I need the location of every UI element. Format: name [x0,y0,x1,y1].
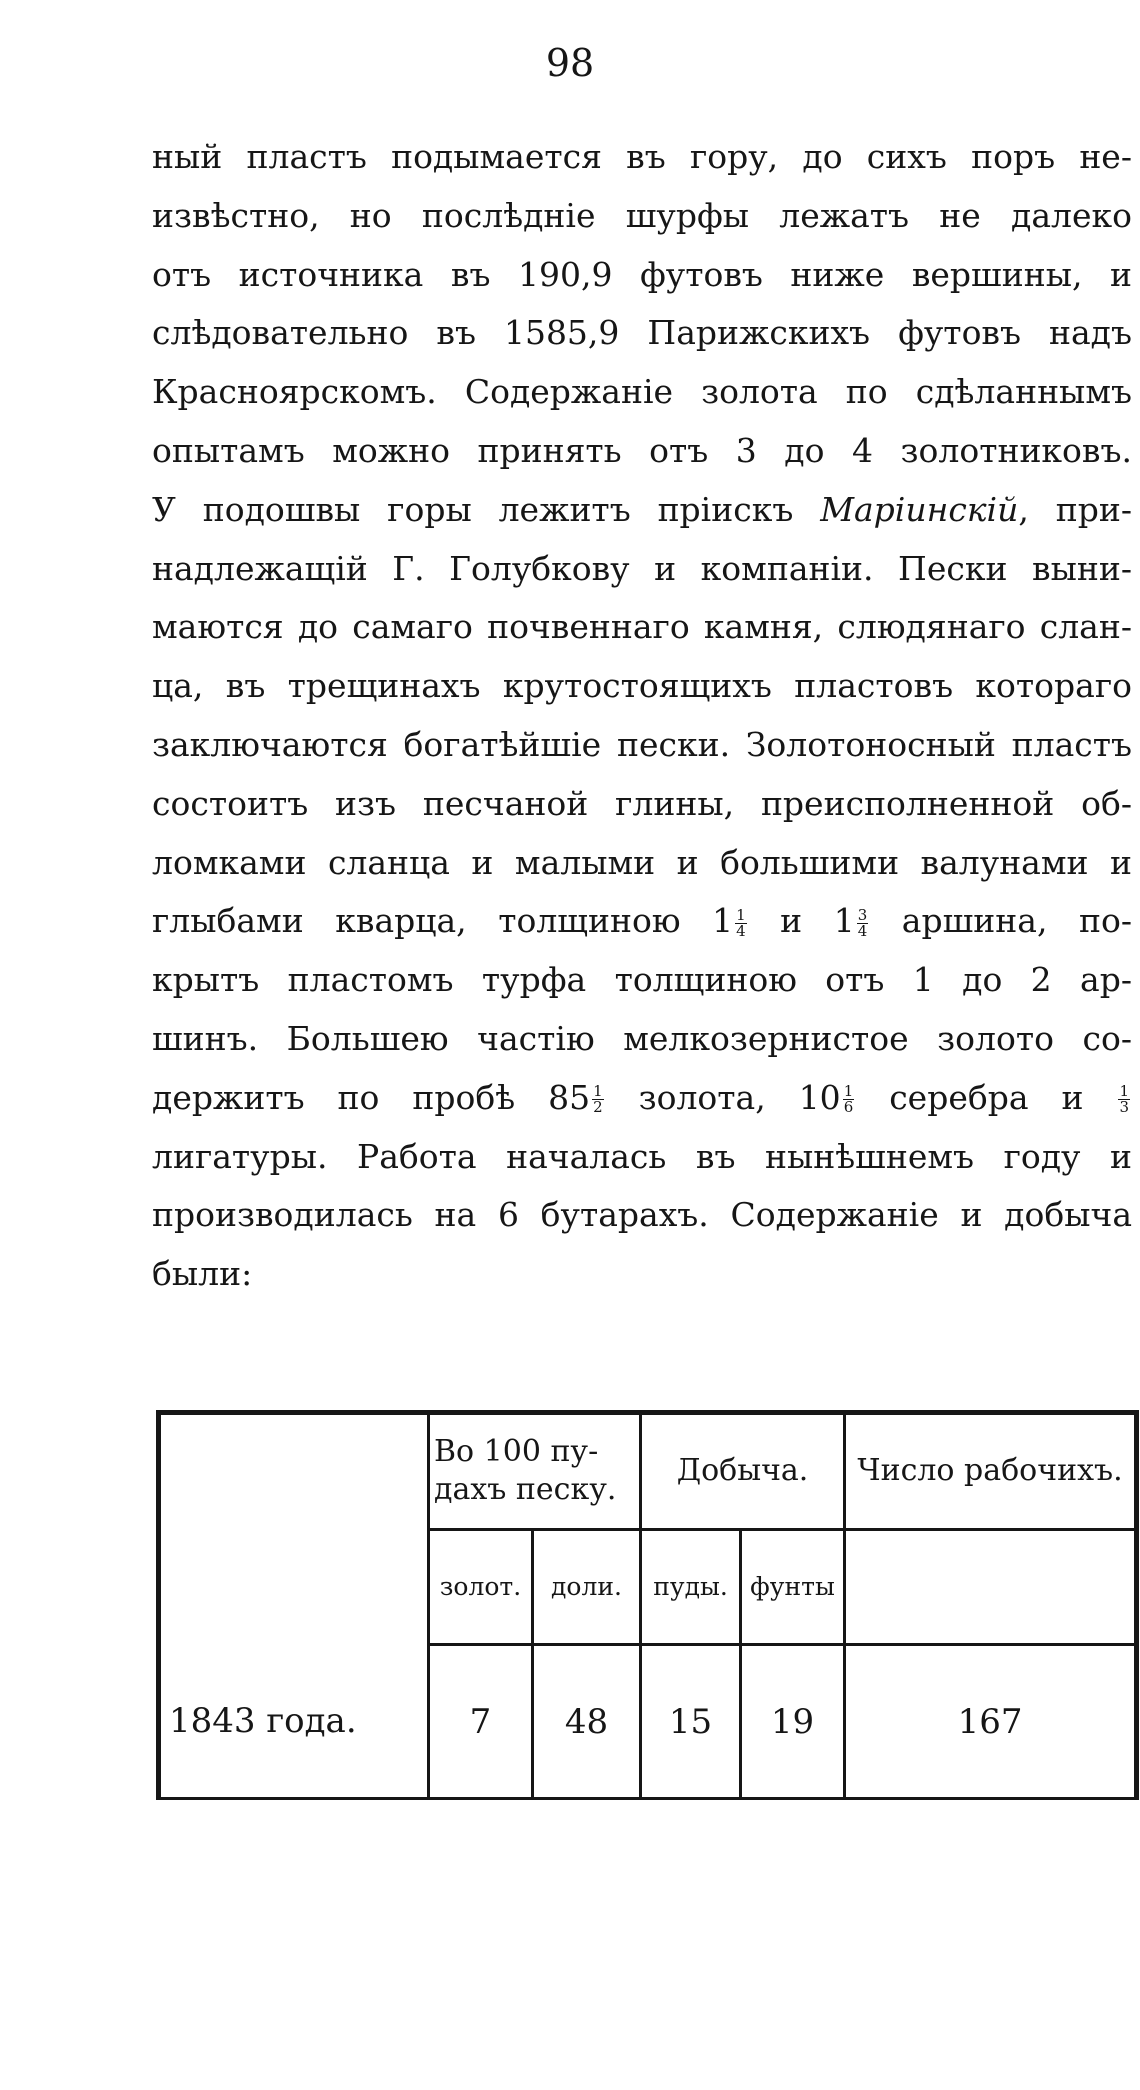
fraction-denominator: 4 [857,921,868,940]
text-segment: серебра и [856,1077,1117,1117]
text-line: производилась на 6 бутарахъ. Содержаніе и добыча [152,1195,1132,1235]
text-segment: и 1 [748,901,855,941]
fraction-numerator: 1 [736,905,746,924]
fraction-denominator: 4 [736,921,746,940]
text-line: были: [152,1254,253,1294]
text-line: заключаются богатѣйшіе пески. Золотоносный пластъ [152,724,1132,764]
fraction [1118,1084,1130,1115]
table-cell-doli: 48 [533,1645,641,1799]
table-cell-pudy: 15 [641,1645,741,1799]
text-segment: золота, 10 [605,1077,841,1117]
fraction-numerator: 1 [843,1082,854,1101]
text-line: отъ источника въ 190,9 футовъ ниже вершины, и [152,254,1132,294]
table-header-workers: Число рабочихъ. [845,1413,1137,1530]
fraction-denominator: 3 [1119,1098,1130,1117]
text-line: ца, въ трещинахъ крутостоящихъ пластовъ котораго [152,666,1132,706]
text-line: крытъ пластомъ турфа толщиною отъ 1 до 2 ар- [152,960,1132,1000]
text-line: ный пластъ подымается въ гору, до сихъ поръ не- [152,137,1132,176]
mine-name-italic: Маріинскій [820,489,1019,529]
text-line: ломками сланца и малыми и большими валунами и [152,842,1132,882]
text-line: извѣстно, но послѣдніе шурфы лежатъ не далеко [152,195,1132,235]
fraction-denominator: 6 [843,1098,854,1117]
text-line: слѣдовательно въ 1585,9 Парижскихъ футовъ надъ [152,313,1132,353]
table-subheader-pudy: пуды. [641,1529,741,1645]
table-header-yield: Добыча. [641,1413,845,1530]
text-line: лигатуры. Работа началась въ нынѣшнемъ году и [152,1136,1132,1176]
table-corner-cell [159,1413,429,1645]
fraction [857,905,869,940]
text-line: маются до самаго почвеннаго камня, слюдянаго слан- [152,607,1132,647]
table-cell-funty: 19 [741,1645,845,1799]
header-text: дахъ песку. [434,1472,617,1508]
fraction [843,1084,855,1115]
text-line [152,892,1132,951]
table-subheader-funty: фунты [741,1529,845,1645]
fraction [592,1084,604,1115]
fraction-denominator: 2 [593,1098,603,1117]
text-segment: , при- [1018,489,1132,529]
table-row [159,1645,1137,1799]
gold-yield-table [156,1410,1139,1800]
text-segment: аршина, по- [870,901,1132,941]
text-segment: У подошвы горы лежитъ пріискъ [152,489,821,529]
body-text [152,128,1132,1304]
table-cell-workers: 167 [845,1645,1137,1799]
fraction-numerator: 1 [593,1082,603,1101]
table-subheader-doli: доли. [533,1529,641,1645]
text-line [152,1069,1132,1128]
text-line: состоитъ изъ песчаной глины, преисполненной об- [152,783,1132,823]
fraction [735,905,747,940]
text-line [152,481,1132,540]
text-line: опытамъ можно принять отъ 3 до 4 золотниковъ. [152,430,1132,470]
page-number: 98 [545,41,595,85]
table-subheader-zolot: золот. [429,1529,533,1645]
text-line: надлежащій Г. Голубкову и компаніи. Пески выни- [152,548,1132,588]
header-text: Во 100 пу- [434,1434,599,1470]
fraction-numerator: 3 [857,905,868,924]
text-line: Красноярскомъ. Содержаніе золота по сдѣланнымъ [152,372,1132,412]
fraction-numerator: 1 [1119,1082,1130,1101]
table-cell-zolot: 7 [429,1645,533,1799]
text-line: шинъ. Большею частію мелкозернистое золото со- [152,1018,1132,1058]
table-header-per-100-poods [429,1413,641,1530]
table-header-row [159,1413,1137,1530]
table-row-label: 1843 года. [159,1645,429,1799]
text-segment: держитъ по пробѣ 85 [152,1077,591,1117]
text-segment: глыбами кварца, толщиною 1 [152,901,734,941]
table-subheader-workers-blank [845,1529,1137,1645]
